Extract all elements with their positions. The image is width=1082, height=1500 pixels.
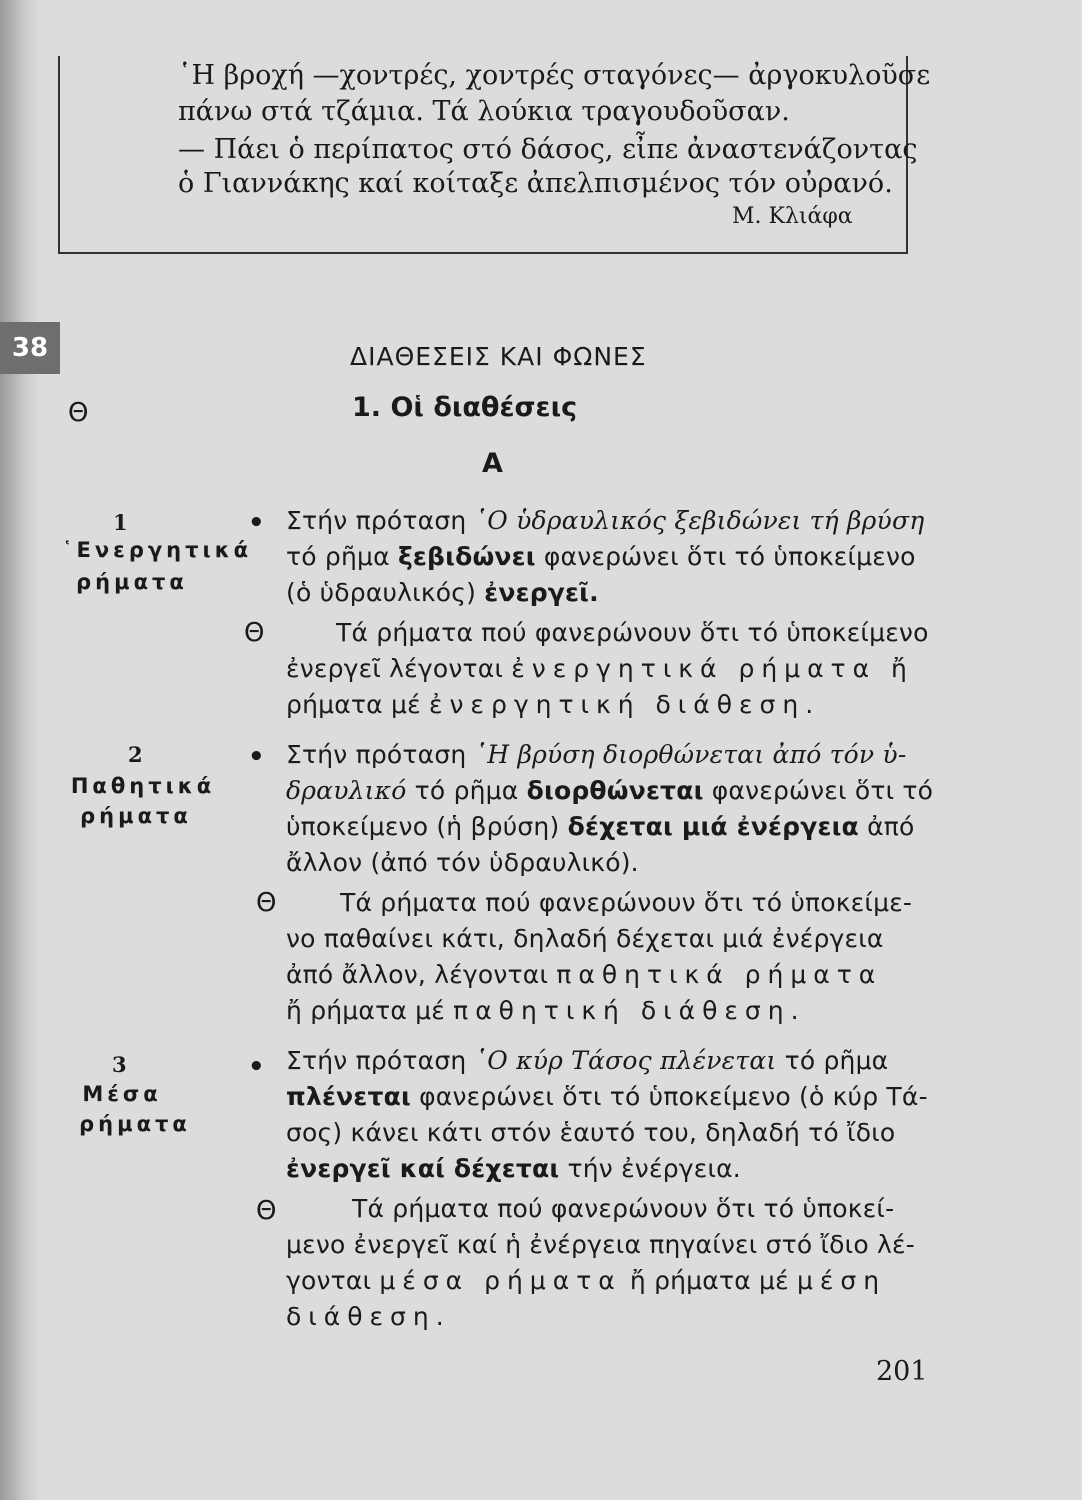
side-label: Παθητικά [70, 774, 216, 798]
text-span: ἐνεργητικά ρήματα ἤ [511, 654, 914, 683]
text-span: ῾Ο ὑδραυλικός ξεβιδώνει τή βρύση [474, 506, 925, 535]
text-span: (ὁ ὑδραυλικός) [286, 578, 485, 607]
text-span: δραυλικό [286, 776, 407, 805]
rule-line: διάθεση. [286, 1302, 451, 1331]
text-span: ἀπό ἄλλον, λέγονται [286, 960, 557, 989]
page-binding-shadow [0, 0, 40, 1500]
text-span: παθητικά ρήματα [556, 960, 883, 989]
text-span: ἐνεργητική διάθεση. [428, 690, 821, 719]
rule-line: νο παθαίνει κάτι, δηλαδή δέχεται μιά ἐνέργεια [286, 924, 884, 953]
example-line [286, 578, 599, 607]
text-span: ξεβιδώνει [397, 542, 536, 571]
example-line: ἄλλον (ἀπό τόν ὑδραυλικό). [286, 848, 639, 877]
text-span: μέσα ρήματα [379, 1266, 622, 1295]
rule-line [286, 690, 820, 719]
text-span: τήν ἐνέργεια. [559, 1154, 741, 1183]
example-line: σος) κάνει κάτι στόν ἑαυτό του, δηλαδή τό ἴδιο [286, 1118, 896, 1147]
chapter-title: ΔΙΑΘΕΣΕΙΣ ΚΑΙ ΦΩΝΕΣ [350, 342, 647, 371]
text-span: μέση [797, 1266, 887, 1295]
text-span: φανερώνει ὅτι τό ὑποκείμενο [535, 542, 916, 571]
text-span: τό ρῆμα [406, 776, 527, 805]
text-span: ὑποκείμενο (ἡ βρύση) [286, 812, 568, 841]
rule-line: μενο ἐνεργεῖ καί ἡ ἐνέργεια πηγαίνει στό ἴδιο λέ- [286, 1230, 915, 1259]
example-line [286, 1082, 928, 1111]
text-span: τό ρῆμα [286, 542, 398, 571]
quote-line: πάνω στά τζάμια. Τά λούκια τραγουδοῦσαν. [178, 96, 790, 127]
example-line [286, 812, 915, 841]
chapter-tab: 38 [0, 322, 60, 374]
side-number: 2 [128, 742, 143, 767]
text-span: ῾Ο κύρ Τάσος πλένεται [474, 1046, 777, 1075]
quote-line: — Πάει ὁ περίπατος στό δάσος, εἶπε ἀναστενάζοντας [178, 134, 918, 165]
text-span: ἤ ρήματα μέ [286, 996, 454, 1025]
quote-line: ῾Η βροχή —χοντρές, χοντρές σταγόνες— ἀργοκυλοῦσε [178, 60, 931, 91]
example-line [286, 740, 906, 769]
bullet-icon: • [248, 508, 265, 538]
sub-letter: Α [482, 448, 503, 479]
example-line [286, 776, 933, 805]
side-number: 3 [112, 1052, 127, 1077]
bullet-icon: • [248, 1052, 265, 1082]
theta-icon: Θ [256, 1196, 277, 1226]
side-label: ρήματα [76, 570, 188, 594]
text-span: φανερώνει ὅτι τό ὑποκείμενο (ὁ κύρ Τά- [410, 1082, 928, 1111]
text-span: διορθώνεται [526, 776, 704, 805]
quote-line: ὁ Γιαννάκης καί κοίταξε ἀπελπισμένος τόν οὐρανό. [178, 168, 893, 199]
rule-line: Τά ρήματα πού φανερώνουν ὅτι τό ὑποκείμε- [340, 888, 913, 917]
text-span: ἐνεργεῖ καί δέχεται [286, 1154, 560, 1183]
rule-line: Τά ρήματα πού φανερώνουν ὅτι τό ὑποκείμενο [336, 618, 929, 647]
example-line [286, 542, 916, 571]
text-span: τό ρῆμα [776, 1046, 889, 1075]
side-label: ῾Ενεργητικά [62, 538, 253, 562]
example-line [286, 506, 924, 535]
text-span: γονται [286, 1266, 380, 1295]
text-span: ἤ ρήματα μέ [621, 1266, 798, 1295]
theta-icon: Θ [256, 888, 277, 918]
example-line [286, 1046, 888, 1075]
text-span: Στήν πρόταση [286, 1046, 475, 1075]
text-span: ἐνεργεῖ λέγονται [286, 654, 512, 683]
text-span: ἀπό [858, 812, 915, 841]
rule-line [286, 654, 914, 683]
text-span: ρήματα μέ [286, 690, 429, 719]
rule-line [286, 1266, 886, 1295]
text-span: ἐνεργεῖ. [484, 578, 599, 607]
side-number: 1 [113, 510, 128, 535]
text-span: ῾Η βρύση διορθώνεται ἀπό τόν ὑ- [474, 740, 907, 769]
page-number: 201 [876, 1356, 928, 1387]
theta-icon: Θ [244, 618, 265, 648]
text-span: Στήν πρόταση [286, 740, 475, 769]
bullet-icon: • [248, 742, 265, 772]
rule-line: Τά ρήματα πού φανερώνουν ὅτι τό ὑποκεί- [352, 1194, 895, 1223]
text-span: πλένεται [286, 1082, 411, 1111]
side-label: ρήματα [79, 1112, 191, 1136]
theta-icon: Θ [68, 398, 89, 428]
quote-author: Μ. Κλιάφα [732, 204, 853, 229]
text-span: φανερώνει ὅτι τό [703, 776, 934, 805]
section-title: 1. Οἱ διαθέσεις [352, 392, 578, 423]
text-span: δέχεται μιά ἐνέργεια [567, 812, 859, 841]
example-line [286, 1154, 741, 1183]
text-span: παθητική διάθεση. [453, 996, 806, 1025]
rule-line [286, 960, 882, 989]
side-label: Μέσα [82, 1082, 162, 1106]
rule-line [286, 996, 806, 1025]
text-span: Στήν πρόταση [286, 506, 475, 535]
side-label: ρήματα [80, 804, 192, 828]
